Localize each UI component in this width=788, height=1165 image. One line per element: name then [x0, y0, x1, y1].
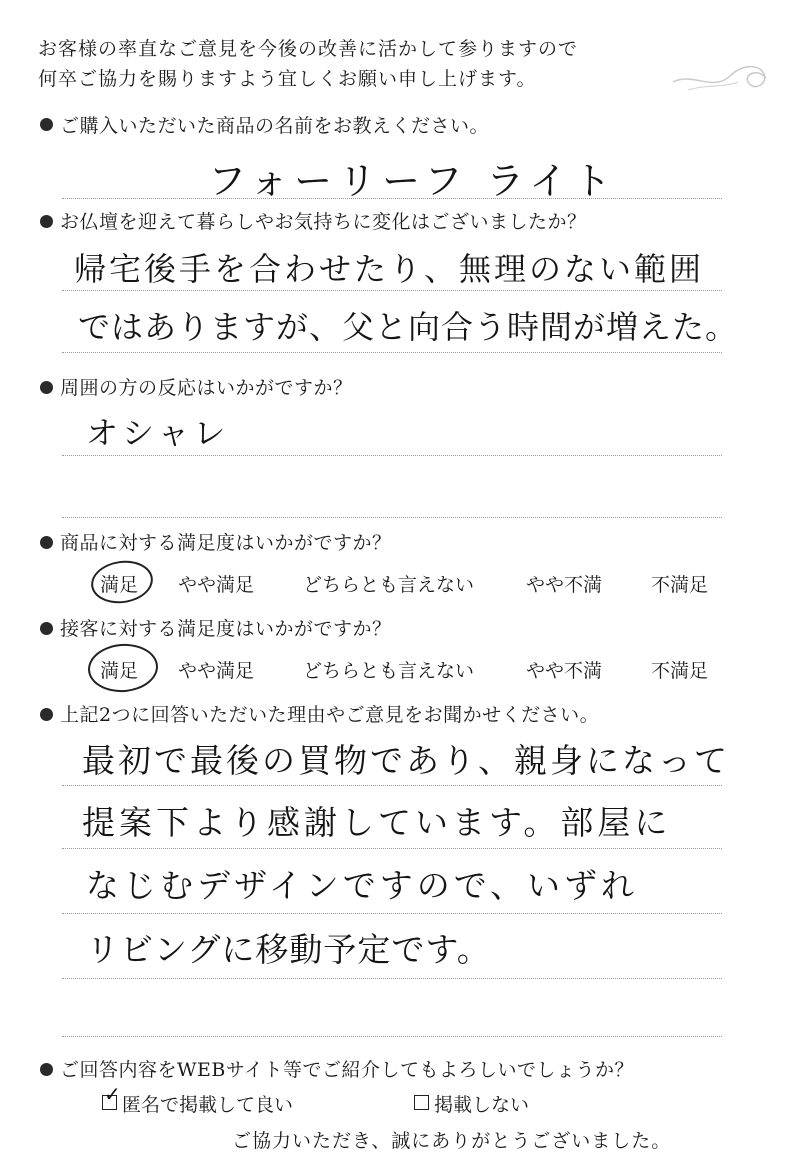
q6-label: 上記2つに回答いただいた理由やご意見をお聞かせください。: [60, 704, 600, 726]
q6-answer-line-3: なじむデザインですので、いずれ: [86, 866, 639, 905]
bullet-icon: [40, 215, 53, 228]
q7-label: ご回答内容をWEBサイト等でご紹介してもよろしいでしょうか？: [60, 1059, 635, 1081]
q5-option-neutral[interactable]: どちらとも言えない: [303, 660, 475, 682]
q7-option-do-not-publish[interactable]: 掲載しない: [434, 1094, 530, 1116]
q5-option-somewhat-dissatisfied[interactable]: やや不満: [526, 660, 603, 682]
q1-answer: フォーリーフ ライト: [208, 159, 618, 203]
q4-option-neutral[interactable]: どちらとも言えない: [303, 574, 475, 596]
checkbox-do-not-publish[interactable]: [414, 1095, 429, 1110]
q2-label: お仏壇を迎えて暮らしやお気持ちに変化はございましたか？: [60, 211, 587, 233]
q6-answer-line-4: リビングに移動予定です。: [86, 930, 491, 969]
bullet-icon: [40, 381, 53, 394]
q2-answer-line-2: ではありますが、父と向合う時間が増えた。: [78, 308, 739, 346]
checkmark-icon: ✓: [104, 1082, 121, 1106]
q4-option-somewhat-dissatisfied[interactable]: やや不満: [526, 574, 603, 596]
answer-line: [62, 848, 722, 849]
q5-label: 接客に対する満足度はいかがですか？: [60, 618, 392, 640]
q3-label: 周囲の方の反応はいかがですか？: [60, 377, 353, 399]
flourish-decoration: [668, 52, 778, 102]
bullet-icon: [40, 622, 53, 635]
answer-line: [62, 455, 722, 456]
answer-line: [62, 785, 722, 786]
answer-line: [62, 978, 722, 979]
q2-answer-line-1: 帰宅後手を合わせたり、無理のない範囲: [74, 250, 705, 288]
q5-option-dissatisfied[interactable]: 不満足: [651, 660, 709, 682]
q5-option-satisfied[interactable]: 満足: [100, 660, 139, 682]
answer-line: [62, 290, 722, 291]
bullet-icon: [40, 536, 53, 549]
q4-option-satisfied[interactable]: 満足: [100, 574, 139, 596]
q4-option-somewhat-satisfied[interactable]: やや満足: [178, 574, 255, 596]
answer-line: [62, 198, 722, 199]
answer-line: [62, 913, 722, 914]
q6-answer-line-2: 提案下より感謝しています。部屋に: [82, 803, 672, 842]
q7-option-anonymous-ok[interactable]: 匿名で掲載して良い: [122, 1094, 294, 1116]
answer-line: [62, 1036, 722, 1037]
bullet-icon: [40, 1063, 53, 1076]
closing-message: ご協力いただき、誠にありがとうございました。: [232, 1130, 672, 1152]
q3-answer: オシャレ: [86, 414, 230, 452]
q4-label: 商品に対する満足度はいかがですか？: [60, 532, 392, 554]
q4-option-dissatisfied[interactable]: 不満足: [651, 574, 709, 596]
bullet-icon: [40, 708, 53, 721]
bullet-icon: [40, 118, 53, 131]
intro-line-2: 何卒ご協力を賜りますよう宜しくお願い申し上げます。: [38, 68, 537, 90]
intro-line-1: お客様の率直なご意見を今後の改善に活かして参りますので: [38, 38, 579, 60]
answer-line: [62, 352, 722, 353]
answer-line: [62, 517, 722, 518]
q6-answer-line-1: 最初で最後の買物であり、親身になって: [82, 741, 730, 780]
q5-option-somewhat-satisfied[interactable]: やや満足: [178, 660, 255, 682]
q1-label: ご購入いただいた商品の名前をお教えください。: [60, 115, 490, 137]
